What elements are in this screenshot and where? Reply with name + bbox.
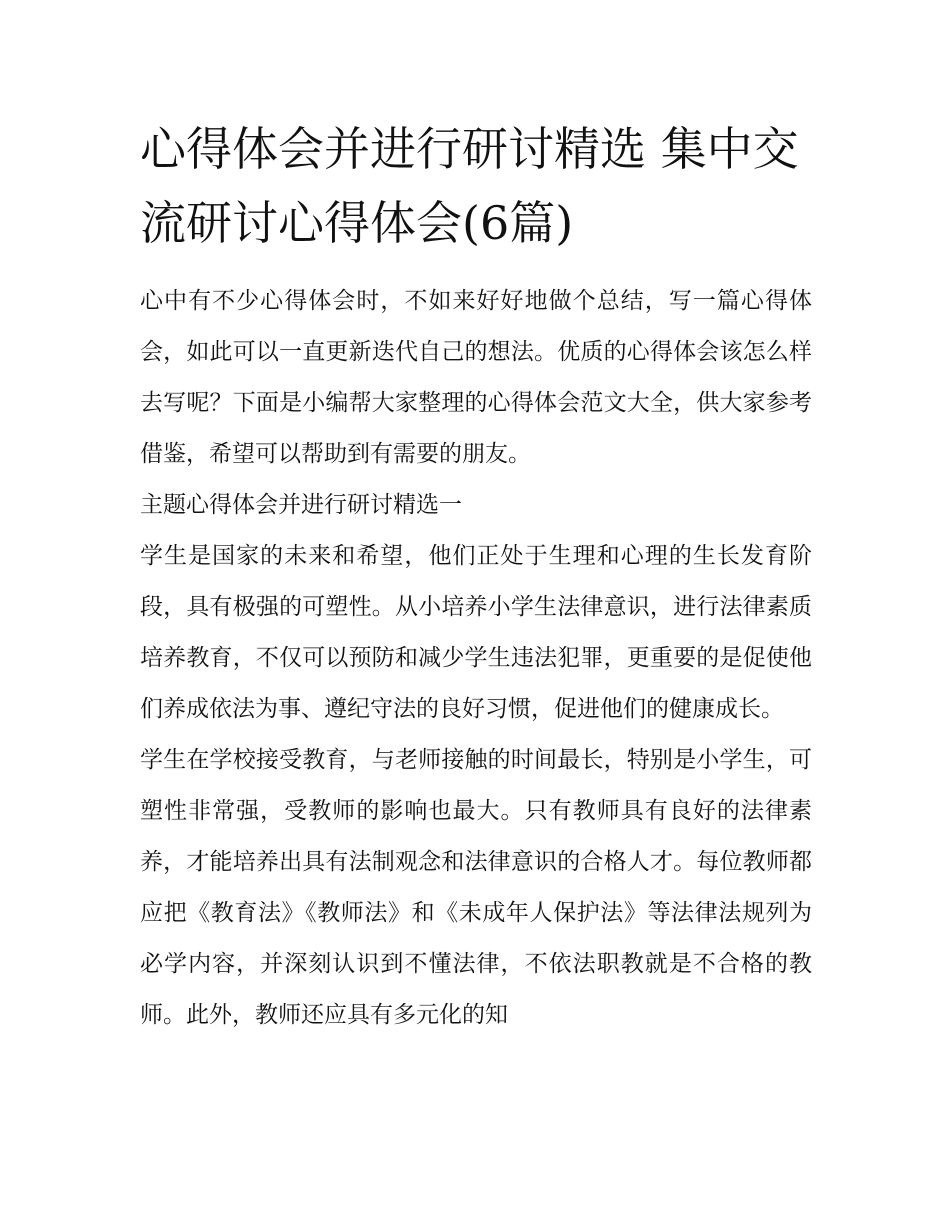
document-body	[140, 276, 812, 1041]
body-paragraph: 学生是国家的未来和希望，他们正处于生理和心理的生长发育阶段，具有极强的可塑性。从小培养小学生法律意识，进行法律素质培养教育，不仅可以预防和减少学生违法犯罪，更重要的是促使他们养成依法为事、遵纪守法的良好习惯，促进他们的健康成长。	[140, 543, 812, 722]
section-heading: 主题心得体会并进行研讨精选一	[140, 492, 462, 518]
intro-paragraph: 心中有不少心得体会时，不如来好好地做个总结，写一篇心得体会，如此可以一直更新迭代自己的想法。优质的心得体会该怎么样去写呢？下面是小编帮大家整理的心得体会范文大全，供大家参考借鉴，希望可以帮助到有需要的朋友。	[140, 288, 812, 467]
body-paragraph: 学生在学校接受教育，与老师接触的时间最长，特别是小学生，可塑性非常强，受教师的影响也最大。只有教师具有良好的法律素养，才能培养出具有法制观念和法律意识的合格人才。每位教师都应把《教育法》《教师法》和《未成年人保护法》等法律法规列为必学内容，并深刻认识到不懂法律，不依法职教就是不合格的教师。此外，教师还应具有多元化的知	[140, 747, 812, 1028]
document-title: 心得体会并进行研讨精选 集中交流研讨心得体会(6篇)	[140, 122, 799, 250]
